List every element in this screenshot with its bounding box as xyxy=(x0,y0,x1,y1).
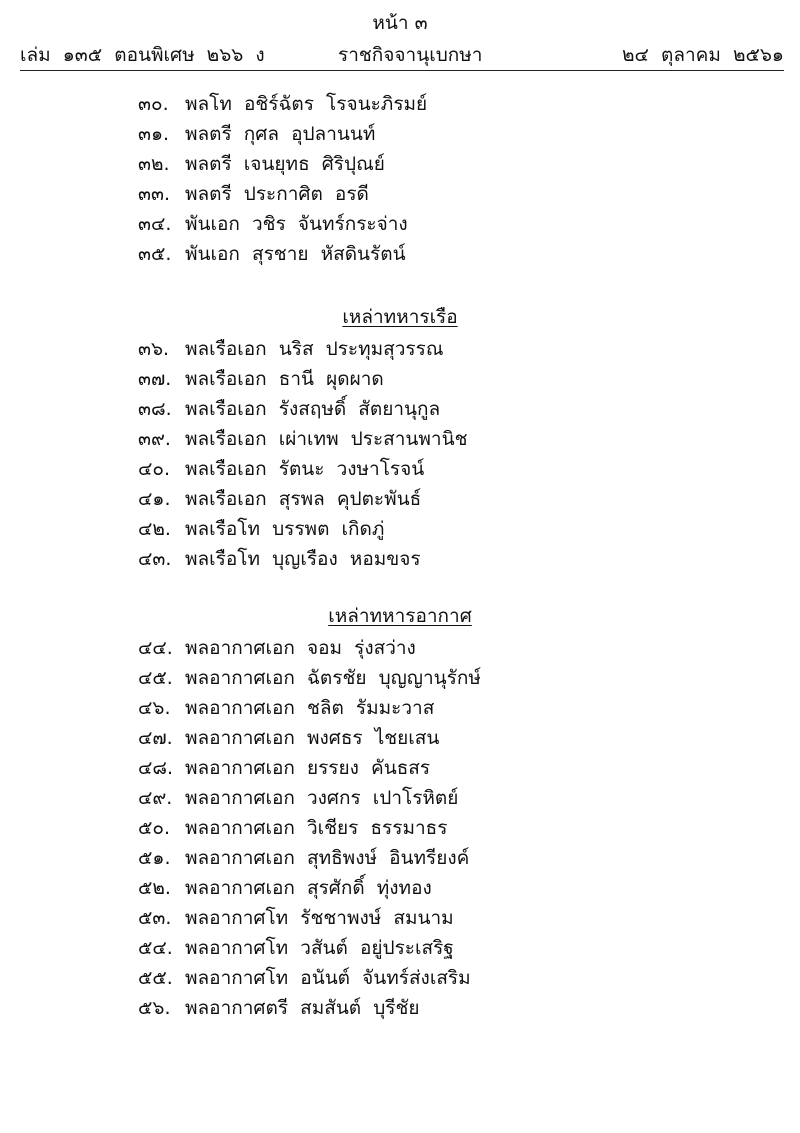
item-name: พลตรี กุศล อุปลานนท์ xyxy=(185,123,376,145)
list-item xyxy=(0,364,800,394)
page-number: หน้า ๓ xyxy=(372,12,428,34)
gazette-header xyxy=(20,40,784,68)
list-item xyxy=(0,723,800,753)
list-item xyxy=(0,813,800,843)
item-name: พลเรือเอก นริส ประทุมสุวรรณ xyxy=(185,338,444,360)
item-name: พลอากาศโท รัชชาพงษ์ สมนาม xyxy=(185,907,454,929)
item-number: ๔๓. xyxy=(138,548,172,570)
header-date: ๒๔ ตุลาคม ๒๕๖๑ xyxy=(622,44,784,66)
item-name: พลอากาศตรี สมสันต์ บุรีชัย xyxy=(185,997,420,1019)
item-number: ๕๓. xyxy=(138,907,172,929)
item-name: พลเรือเอก ธานี ผุดผาด xyxy=(185,368,384,390)
list-item xyxy=(0,179,800,209)
list-item xyxy=(0,484,800,514)
list-item xyxy=(0,89,800,119)
item-name: พลอากาศเอก ชลิต รัมมะวาส xyxy=(185,697,435,719)
item-number: ๔๔. xyxy=(138,637,173,659)
item-number: ๔๐. xyxy=(138,458,171,480)
item-name: พลอากาศโท วสันต์ อยู่ประเสริฐ xyxy=(185,937,454,959)
item-number: ๔๕. xyxy=(138,667,173,689)
item-name: พลอากาศโท อนันต์ จันทร์ส่งเสริม xyxy=(185,967,471,989)
item-number: ๓๐. xyxy=(138,93,169,115)
item-number: ๓๗. xyxy=(138,368,172,390)
list-item xyxy=(0,394,800,424)
list-item xyxy=(0,753,800,783)
item-number: ๓๑. xyxy=(138,123,170,145)
list-item xyxy=(0,933,800,963)
item-name: พันเอก วชิร จันทร์กระจ่าง xyxy=(185,213,408,235)
list-item xyxy=(0,119,800,149)
header-volume-issue: เล่ม ๑๓๕ ตอนพิเศษ ๒๖๖ ง xyxy=(20,44,265,66)
item-name: พลเรือโท บุญเรือง หอมขจร xyxy=(185,548,421,570)
list-item xyxy=(0,963,800,993)
item-number: ๔๗. xyxy=(138,727,173,749)
list-item xyxy=(0,993,800,1023)
item-name: พลเรือเอก สุรพล คุปตะพันธ์ xyxy=(185,488,422,510)
item-name: พลเรือเอก รัตนะ วงษาโรจน์ xyxy=(185,458,425,480)
item-number: ๔๒. xyxy=(138,518,171,540)
item-name: พลโท อชิร์ฉัตร โรจนะภิรมย์ xyxy=(185,93,428,115)
list-item xyxy=(0,843,800,873)
item-number: ๓๘. xyxy=(138,398,172,420)
header-divider xyxy=(20,70,784,71)
item-name: พลอากาศเอก วิเชียร ธรรมาธร xyxy=(185,817,448,839)
item-name: พลอากาศเอก ฉัตรชัย บุญญานุรักษ์ xyxy=(185,667,481,689)
item-name: พลอากาศเอก วงศกร เปาโรหิตย์ xyxy=(185,787,459,809)
section-heading-navy: เหล่าทหารเรือ xyxy=(342,306,458,328)
item-name: พลเรือโท บรรพต เกิดภู่ xyxy=(185,518,385,540)
item-number: ๔๙. xyxy=(138,787,173,809)
item-number: ๓๓. xyxy=(138,183,171,205)
item-number: ๓๙. xyxy=(138,428,171,450)
list-item xyxy=(0,149,800,179)
item-number: ๕๔. xyxy=(138,937,173,959)
item-name: พลตรี เจนยุทธ ศิริปุณย์ xyxy=(185,153,385,175)
item-number: ๓๖. xyxy=(138,338,170,360)
item-number: ๓๕. xyxy=(138,243,172,265)
section-heading-air-force: เหล่าทหารอากาศ xyxy=(328,605,472,627)
item-number: ๔๘. xyxy=(138,757,174,779)
item-name: พลอากาศเอก พงศธร ไชยเสน xyxy=(185,727,440,749)
item-name: พลอากาศเอก ยรรยง คันธสร xyxy=(185,757,431,779)
item-number: ๕๖. xyxy=(138,997,171,1019)
list-item xyxy=(0,544,800,574)
list-item xyxy=(0,209,800,239)
list-item xyxy=(0,454,800,484)
item-number: ๕๕. xyxy=(138,967,173,989)
list-item xyxy=(0,783,800,813)
item-name: พลอากาศเอก สุทธิพงษ์ อินทรียงค์ xyxy=(185,847,470,869)
header-publication-title: ราชกิจจานุเบกษา xyxy=(338,44,483,66)
list-item xyxy=(0,663,800,693)
list-item xyxy=(0,633,800,663)
list-item xyxy=(0,873,800,903)
list-item xyxy=(0,903,800,933)
item-name: พลตรี ประกาศิต อรดี xyxy=(185,183,369,205)
list-item xyxy=(0,424,800,454)
item-name: พลอากาศเอก จอม รุ่งสว่าง xyxy=(185,637,416,659)
list-item xyxy=(0,693,800,723)
list-item xyxy=(0,514,800,544)
item-name: พลเรือเอก เผ่าเทพ ประสานพานิช xyxy=(185,428,468,450)
item-name: พลเรือเอก รังสฤษดิ์ สัตยานุกูล xyxy=(185,398,441,420)
item-number: ๕๑. xyxy=(138,847,171,869)
list-item xyxy=(0,334,800,364)
item-number: ๓๔. xyxy=(138,213,172,235)
item-number: ๕๐. xyxy=(138,817,171,839)
list-item xyxy=(0,239,800,269)
item-name: พลอากาศเอก สุรศักดิ์ ทุ่งทอง xyxy=(185,877,432,899)
item-number: ๔๖. xyxy=(138,697,171,719)
item-name: พันเอก สุรชาย หัสดินรัตน์ xyxy=(185,243,406,265)
item-number: ๓๒. xyxy=(138,153,170,175)
item-number: ๔๑. xyxy=(138,488,171,510)
item-number: ๕๒. xyxy=(138,877,171,899)
